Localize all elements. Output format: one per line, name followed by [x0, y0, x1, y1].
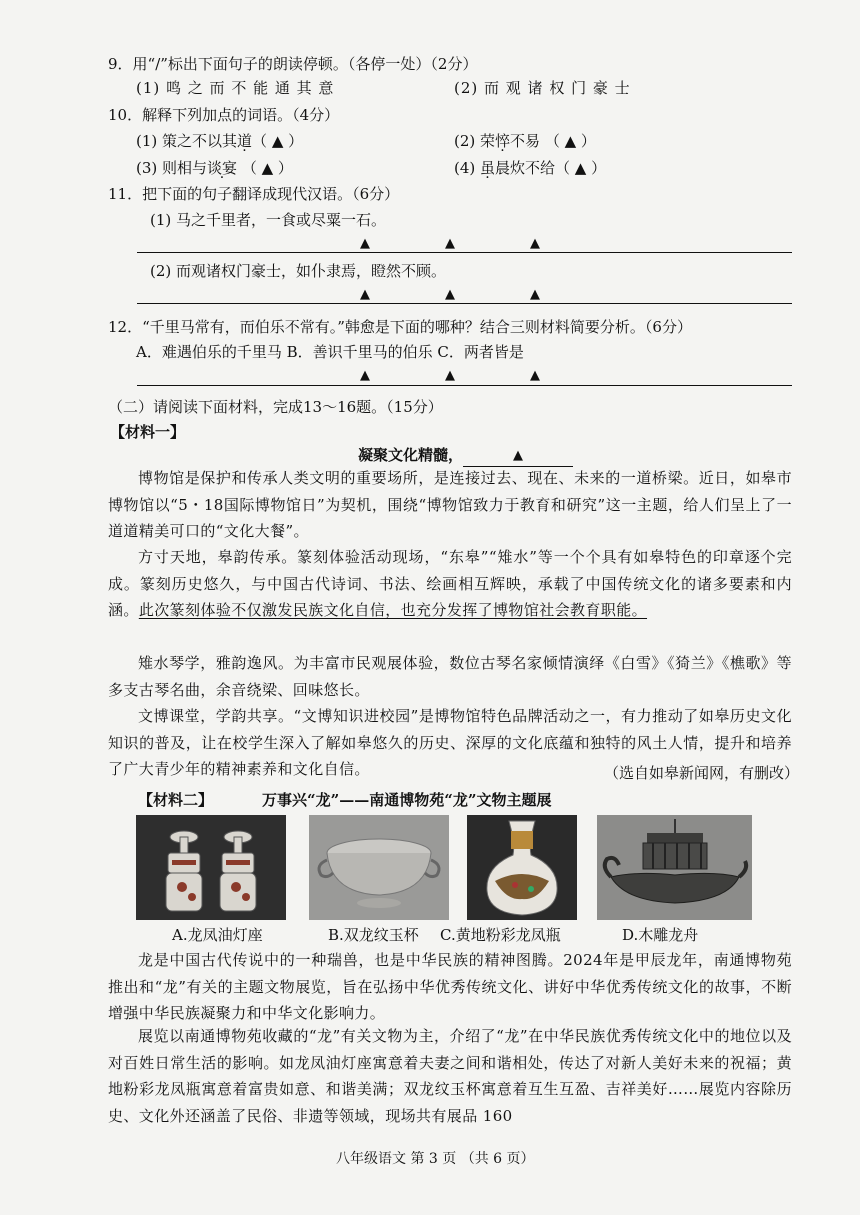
answer-line[interactable] — [137, 385, 792, 386]
material-1-para-2-text: 方寸天地，皋韵传承。篆刻体验活动现场，“东皋”“雉水”等一个个具有如皋特色的印章逐个完成。篆刻历史悠久，与中国古代诗词、书法、绘画相互辉映，承载了中国传统文化的诸多要素和内涵。 — [108, 548, 792, 619]
answer-triangle: ▲ — [445, 236, 455, 251]
page-footer: 八年级语文 第 3 页 （共 6 页） — [336, 1151, 535, 1167]
q10-item-2-blank: 不易 （ ▲ ） — [510, 132, 596, 150]
material-1-source: （选自如皋新闻网，有删改） — [604, 764, 800, 782]
answer-triangle: ▲ — [445, 368, 455, 383]
caption-c: C.黄地粉彩龙凤瓶 — [440, 926, 561, 944]
section-2-heading: （二）请阅读下面材料，完成13～16题。（15分） — [108, 398, 443, 416]
caption-d: D.木雕龙舟 — [622, 926, 699, 944]
answer-triangle: ▲ — [530, 287, 540, 302]
material-1-para-4: 文博课堂，学韵共享。“文博知识进校园”是博物馆特色品牌活动之一，有力推动了如皋历史文化知识的普及，让在校学生深入了解如皋悠久的历史、深厚的文化底蕴和独特的风土人情，提升和培养了广大青少年的精神素养和文化自信。 — [108, 707, 792, 778]
q10-item-1-blank: （ ▲ ） — [252, 132, 304, 150]
oil-lamp-stand-photo — [136, 815, 286, 920]
q10-item-4 — [454, 158, 606, 178]
q11-stem: 11．把下面的句子翻译成现代汉语。（6分） — [108, 185, 400, 203]
answer-triangle: ▲ — [530, 236, 540, 251]
answer-triangle: ▲ — [360, 368, 370, 383]
material-2-para-1: 龙是中国古代传说中的一种瑞兽，也是中华民族的精神图腾。2024年是甲辰龙年，南通博物苑推出和“龙”有关的主题文物展览，旨在弘扬中华优秀传统文化、讲好中华优秀传统文化的故事，不断增强中华民族凝聚力和中华文化影响力。 — [108, 951, 792, 1022]
wooden-dragon-boat-photo — [597, 815, 752, 920]
caption-a: A.龙凤油灯座 — [172, 926, 263, 944]
answer-triangle: ▲ — [360, 236, 370, 251]
underlined-sentence: 此次篆刻体验不仅激发民族文化自信，也充分发挥了博物馆社会教育职能。 — [138, 601, 648, 619]
q10-item-4-blank: 晨炊不给（ ▲ ） — [495, 159, 607, 177]
q10-item-1-dotted-word: 道 — [237, 132, 253, 150]
q12-options: A．难遇伯乐的千里马 B．善识千里马的伯乐 C．两者皆是 — [136, 343, 524, 361]
title-blank[interactable] — [463, 444, 573, 467]
q10-item-2-dotted-word: 悴 — [495, 132, 511, 150]
q11-sentence-1: (1) 马之千里者，一食或尽粟一石。 — [150, 211, 387, 229]
answer-triangle: ▲ — [445, 287, 455, 302]
q10-item-2 — [454, 131, 596, 151]
caption-b: B.双龙纹玉杯 — [328, 926, 419, 944]
material-2-title: 万事兴“龙”——南通博物苑“龙”文物主题展 — [262, 791, 552, 809]
famille-rose-vase-photo — [467, 815, 577, 920]
jade-cup-photo — [309, 815, 449, 920]
answer-line[interactable] — [137, 252, 792, 253]
q10-item-3 — [136, 158, 293, 178]
q10-item-1-text: (1) 策之不以其 — [136, 132, 238, 150]
q9-item-2: (2) 而 观 诸 权 门 豪 士 — [454, 79, 631, 97]
answer-triangle: ▲ — [513, 448, 524, 463]
material-2-para-2: 展览以南通博物苑收藏的“龙”有关文物为主，介绍了“龙”在中华民族优秀传统文化中的地位以及对百姓日常生活的影响。如龙凤油灯座寓意着夫妻之间和谐相处，传达了对新人美好未来的祝福；黄地粉彩龙凤瓶寓意着富贵如意、和谐美满；双龙纹玉杯寓意着互生互盈、吉祥美好……展览内容除历史、文化外还涵盖了民俗、非遗等领域，现场共有展品 160 — [108, 1027, 792, 1125]
q11-sentence-2: (2) 而观诸权门豪士，如仆隶焉，瞪然不顾。 — [150, 262, 447, 280]
material-1-para-2 — [108, 544, 792, 624]
material-1-para-3: 雉水琴学，雅韵逸风。为丰富市民观展体验，数位古琴名家倾情演绎《白雪》《猗兰》《樵歌》等多支古琴名曲，余音绕梁、回味悠长。 — [108, 654, 792, 699]
q9-item-1: (1) 鸣 之 而 不 能 通 其 意 — [136, 79, 335, 97]
q10-item-4-text: (4) — [454, 159, 481, 177]
material-1-title-text: 凝聚文化精髓， — [358, 446, 464, 464]
q10-stem: 10．解释下列加点的词语。（4分） — [108, 106, 340, 124]
q10-item-2-text: (2) 荣 — [454, 132, 496, 150]
q10-item-3-text: (3) 则相与 — [136, 159, 208, 177]
material-2-label: 【材料二】 — [138, 791, 214, 809]
material-1-para-1: 博物馆是保护和传承人类文明的重要场所，是连接过去、现在、未来的一道桥梁。近日，如皋市博物馆以“5・18国际博物馆日”为契机，围绕“博物馆致力于教育和研究”这一主题，给人们呈上了一道道精美可口的“文化大餐”。 — [108, 469, 792, 540]
answer-triangle: ▲ — [530, 368, 540, 383]
material-1-label: 【材料一】 — [110, 423, 186, 441]
q12-stem: 12．“千里马常有，而伯乐不常有。”韩愈是下面的哪种？结合三则材料简要分析。（6分） — [108, 318, 692, 336]
q9-stem: 9．用“/”标出下面句子的朗读停顿。（各停一处）（2分） — [108, 55, 478, 73]
answer-triangle: ▲ — [360, 287, 370, 302]
answer-line[interactable] — [137, 303, 792, 304]
q10-item-1 — [136, 131, 303, 151]
q10-item-3-dotted-word: 谈宴 — [207, 159, 238, 177]
q10-item-4-dotted-word: 虽 — [480, 159, 496, 177]
q10-item-3-blank: （ ▲ ） — [237, 159, 293, 177]
